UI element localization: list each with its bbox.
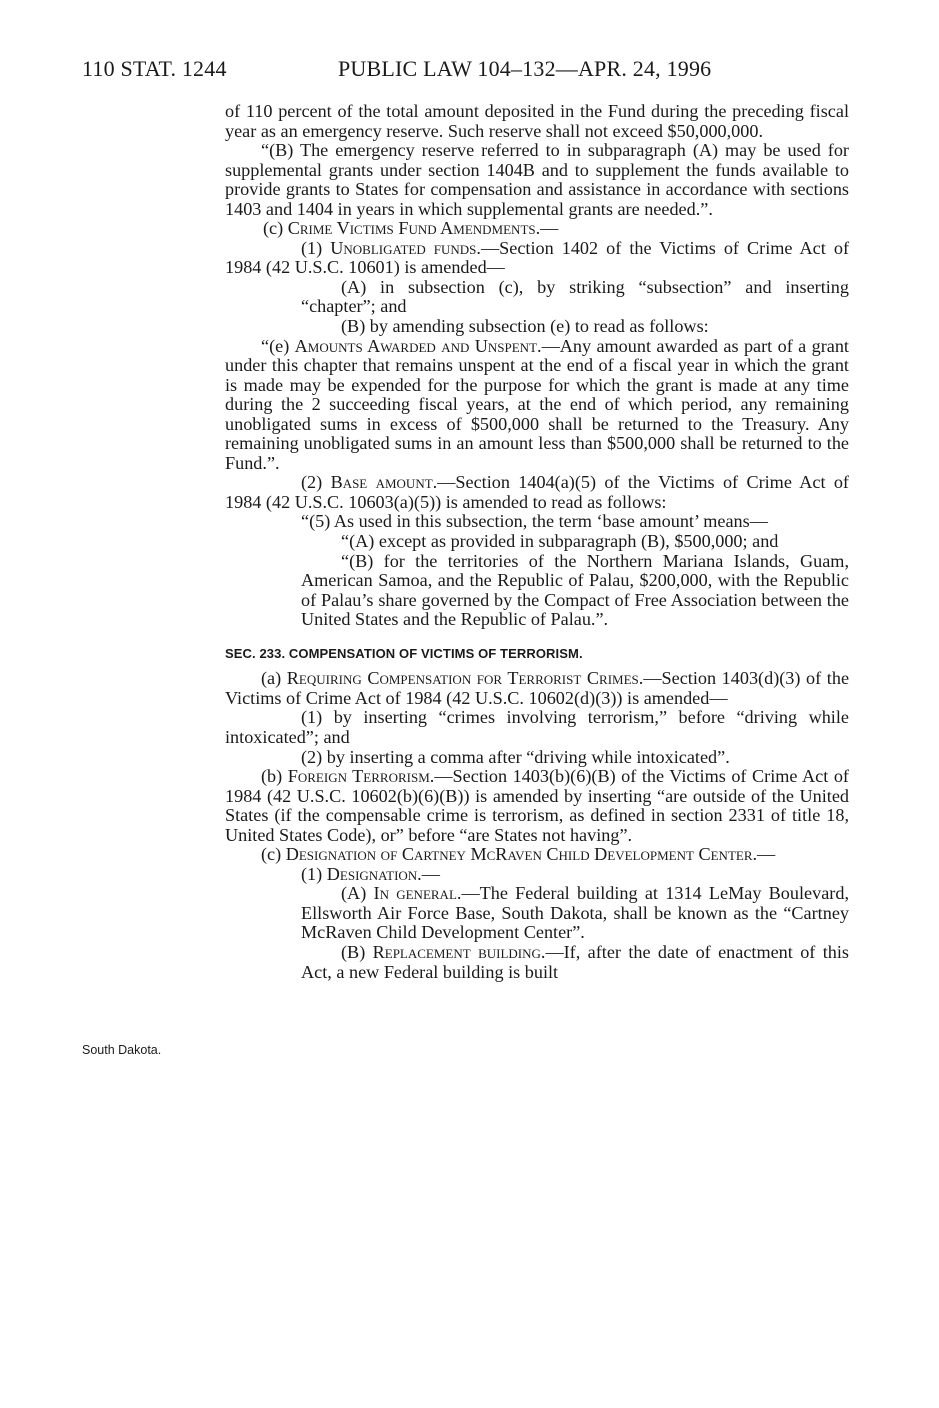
subsection-c: (c) Crime Victims Fund Amendments.— (263, 218, 559, 239)
paragraph-a1: (1) by inserting “crimes involving terrorism,” before “driving while intoxicated”; and (225, 707, 849, 747)
paragraph-c2-5: “(5) As used in this subsection, the term ‘base amount’ means— (301, 511, 768, 532)
subsection-a: (a) Requiring Compensation for Terrorist Crimes.—Section 1403(d)(3) of the Victims of Crime Act of 1984 (42 U.S.C. 10602(d)(3)) is amended— (225, 668, 850, 708)
document-body (225, 102, 849, 982)
public-law-title: PUBLIC LAW 104–132—APR. 24, 1996 (338, 56, 712, 81)
paragraph-c2-B: “(B) for the territories of the Northern Mariana Islands, Guam, American Samoa, and the Republic of Palau, $200,000, with the Republic of Palau’s share governed by the Compact of Free Association between the United States and the Republic of Palau.”. (301, 550, 849, 630)
paragraph-c2-A: “(A) except as provided in subparagraph (B), $500,000; and (341, 531, 779, 552)
paragraph-cc1: (1) Designation.— (301, 863, 440, 884)
paragraph-c1: (1) Unobligated funds.—Section 1402 of the Victims of Crime Act of 1984 (42 U.S.C. 10601) is amended— (225, 237, 849, 278)
paragraph-cc1-B: (B) Replacement building.—If, after the date of enactment of this Act, a new Federal building is built (301, 941, 849, 982)
stat-page-number: 110 STAT. 1244 (82, 56, 227, 81)
paragraph-cc1-A: (A) In general.—The Federal building at 1314 LeMay Boulevard, Ellsworth Air Force Base, South Dakota, shall be known as the “Cartney McRaven Child Development Center”. (301, 883, 849, 943)
paragraph-c2: (2) Base amount.—Section 1404(a)(5) of the Victims of Crime Act of 1984 (42 U.S.C. 10603(a)(5)) is amended to read as follows: (225, 472, 849, 512)
paragraph: “(B) The emergency reserve referred to in subparagraph (A) may be used for supplemental grants under section 1404B and to supplement the funds available to provide grants to States for compensation and assistance in accordance with sections 1403 and 1404 in years in which supplemental grants are needed.”. (225, 140, 849, 219)
section-heading: SEC. 233. COMPENSATION OF VICTIMS OF TERRORISM. (225, 645, 583, 661)
paragraph-c1-A: (A) in subsection (c), by striking “subsection” and inserting “chapter”; and (301, 276, 849, 317)
subsection-cc: (c) Designation of Cartney McRaven Child Development Center.— (261, 844, 776, 865)
paragraph: of 110 percent of the total amount deposited in the Fund during the preceding fiscal year as an emergency reserve. Such reserve shall not exceed $50,000,000. (225, 101, 849, 141)
margin-note: South Dakota. (82, 1043, 162, 1057)
paragraph-e: “(e) Amounts Awarded and Unspent.—Any amount awarded as part of a grant under this chapter that remains unspent at the end of a fiscal year in which the grant is made may be expended for the purpose for which the grant is made at any time during the 2 succeeding fiscal years, at the end of which period, any remaining unobligated sums in excess of $500,000 shall be returned to the Treasury. Any remaining unobligated sums in an amount less than $500,000 shall be returned to the Fund.”. (225, 335, 849, 473)
subsection-b: (b) Foreign Terrorism.—Section 1403(b)(6)(B) of the Victims of Crime Act of 1984 (42 U.S.C. 10602(b)(6)(B)) is amended by inserting “are outside of the United States (if the compensable crime is terrorism, as defined in section 2331 of title 18, United States Code), or” before “are States not having”. (225, 766, 849, 845)
paragraph-c1-B: (B) by amending subsection (e) to read as follows: (341, 316, 709, 337)
paragraph-a2: (2) by inserting a comma after “driving while intoxicated”. (301, 746, 730, 767)
